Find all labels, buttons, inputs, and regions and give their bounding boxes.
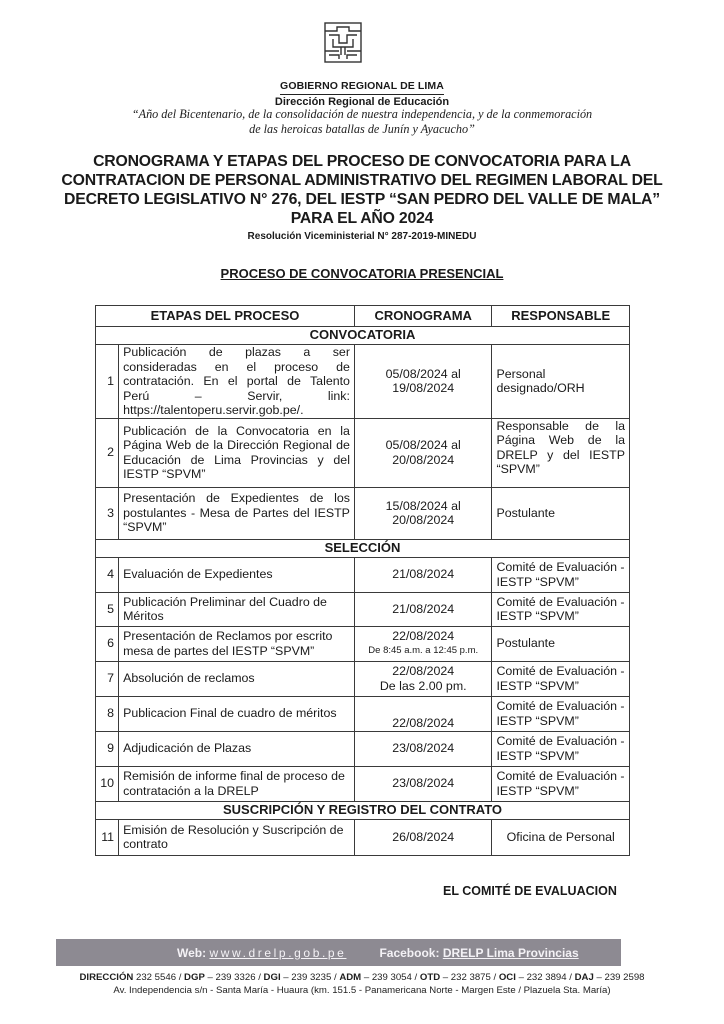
organization-name: GOBIERNO REGIONAL DE LIMA [0, 80, 724, 92]
section-title: SELECCIÓN [96, 539, 630, 557]
footer-address: Av. Independencia s/n - Santa María - Huaura (km. 151.5 - Panamericana Norte - Margen Este / Plazuela Sta. María) [113, 985, 611, 996]
schedule-time-note: De 8:45 a.m. a 12:45 p.m. [368, 644, 479, 656]
stage-description: Absolución de reclamos [119, 661, 355, 696]
stage-description: Publicacion Final de cuadro de méritos [119, 696, 355, 731]
row-number: 2 [96, 418, 119, 487]
responsible: Comité de Evaluación - IESTP “SPVM” [492, 766, 630, 801]
footer-links-bar [56, 939, 621, 966]
table-row [96, 592, 630, 626]
stage-description: Presentación de Expedientes de los postulantes - Mesa de Partes del IESTP “SPVM” [119, 487, 355, 539]
section-row-seleccion [96, 539, 630, 557]
section-title: SUSCRIPCIÓN Y REGISTRO DEL CONTRATO [96, 801, 630, 819]
section-row-convocatoria [96, 327, 630, 345]
table-row [96, 345, 630, 419]
resolution-reference: Resolución Viceministerial N° 287-2019-MINEDU [247, 231, 477, 242]
stage-description: Publicación de plazas a ser consideradas en el proceso de contratación. En el portal de Talento Perú – Servir, link: https://talentoperu.servir.gob.pe/. [119, 345, 355, 419]
responsible: Oficina de Personal [492, 819, 630, 855]
row-number: 9 [96, 731, 119, 766]
schedule-date: 23/08/2024 [354, 731, 492, 766]
row-number: 5 [96, 592, 119, 626]
responsible: Comité de Evaluación - IESTP “SPVM” [492, 557, 630, 592]
responsible: Responsable de la Página Web de la DRELP y del IESTP “SPVM” [492, 418, 630, 487]
row-number: 3 [96, 487, 119, 539]
gobierno-regional-logo-icon [319, 21, 367, 64]
schedule-date: 23/08/2024 [354, 766, 492, 801]
row-number: 7 [96, 661, 119, 696]
schedule-date: 22/08/2024 [354, 696, 492, 731]
stage-description: Remisión de informe final de proceso de contratación a la DRELP [119, 766, 355, 801]
responsible: Comité de Evaluación - IESTP “SPVM” [492, 661, 630, 696]
footer-phone-directory: DIRECCIÓN 232 5546 / DGP – 239 3326 / DGI – 239 3235 / ADM – 239 3054 / OTD – 232 3875 / OCI – 232 3894 / DAJ – 239 2598 [79, 972, 645, 983]
stage-description: Evaluación de Expedientes [119, 557, 355, 592]
responsible: Comité de Evaluación - IESTP “SPVM” [492, 592, 630, 626]
responsible: Personal designado/ORH [492, 345, 630, 419]
section-title: CONVOCATORIA [96, 327, 630, 345]
schedule-date: 15/08/2024 al 20/08/2024 [354, 487, 492, 539]
footer-facebook: Facebook: DRELP Lima Provincias [379, 945, 579, 960]
row-number: 8 [96, 696, 119, 731]
schedule-time-note: De las 2.00 pm. [379, 678, 467, 693]
directorate-name: Dirección Regional de Educación [274, 96, 450, 108]
row-number: 6 [96, 626, 119, 661]
schedule-date: 21/08/2024 [354, 557, 492, 592]
schedule-table [95, 305, 630, 856]
schedule-date: 26/08/2024 [354, 819, 492, 855]
signature-committee: EL COMITÉ DE EVALUACION [443, 884, 617, 898]
table-row [96, 487, 630, 539]
responsible: Comité de Evaluación - IESTP “SPVM” [492, 696, 630, 731]
schedule-date: 21/08/2024 [354, 592, 492, 626]
schedule-date: 05/08/2024 al 19/08/2024 [354, 345, 492, 419]
table-header-row [96, 306, 630, 327]
row-number: 4 [96, 557, 119, 592]
schedule-date: 05/08/2024 al 20/08/2024 [354, 418, 492, 487]
responsible: Postulante [492, 487, 630, 539]
table-row [96, 731, 630, 766]
schedule-date: 22/08/2024 De 8:45 a.m. a 12:45 p.m. [354, 626, 492, 661]
table-row [96, 626, 630, 661]
web-link[interactable]: www.drelp.gob.pe [209, 945, 347, 960]
row-number: 10 [96, 766, 119, 801]
stage-description: Presentación de Reclamos por escrito mesa de partes del IESTP “SPVM” [119, 626, 355, 661]
process-subtitle: PROCESO DE CONVOCATORIA PRESENCIAL [220, 266, 504, 281]
facebook-link[interactable]: DRELP Lima Provincias [442, 945, 579, 960]
column-header-responsable: RESPONSABLE [492, 306, 630, 327]
section-row-suscripcion [96, 801, 630, 819]
footer-web: Web: www.drelp.gob.pe [177, 945, 347, 960]
table-row [96, 819, 630, 855]
responsible: Postulante [492, 626, 630, 661]
responsible: Comité de Evaluación - IESTP “SPVM” [492, 731, 630, 766]
stage-description: Emisión de Resolución y Suscripción de contrato [119, 819, 355, 855]
table-row [96, 661, 630, 696]
column-header-cronograma: CRONOGRAMA [354, 306, 492, 327]
stage-description: Adjudicación de Plazas [119, 731, 355, 766]
column-header-etapas: ETAPAS DEL PROCESO [96, 306, 355, 327]
stage-description: Publicación Preliminar del Cuadro de Méritos [119, 592, 355, 626]
table-row [96, 696, 630, 731]
year-motto: “Año del Bicentenario, de la consolidación de nuestra independencia, y de la conmemoración de las heroicas batallas de Junín y Ayacucho” [131, 107, 593, 136]
table-row [96, 766, 630, 801]
row-number: 1 [96, 345, 119, 419]
stage-description: Publicación de la Convocatoria en la Página Web de la Dirección Regional de Educación de Lima Provincias y del IESTP “SPVM” [119, 418, 355, 487]
schedule-date: 22/08/2024 De las 2.00 pm. [354, 661, 492, 696]
document-title: CRONOGRAMA Y ETAPAS DEL PROCESO DE CONVOCATORIA PARA LA CONTRATACION DE PERSONAL ADMINISTRATIVO DEL REGIMEN LABORAL DEL DECRETO LEGISLATIVO N° 276, DEL IESTP “SAN PEDRO DEL VALLE DE MALA” PARA EL AÑO 2024 [61, 153, 663, 227]
table-row [96, 418, 630, 487]
table-row [96, 557, 630, 592]
row-number: 11 [96, 819, 119, 855]
